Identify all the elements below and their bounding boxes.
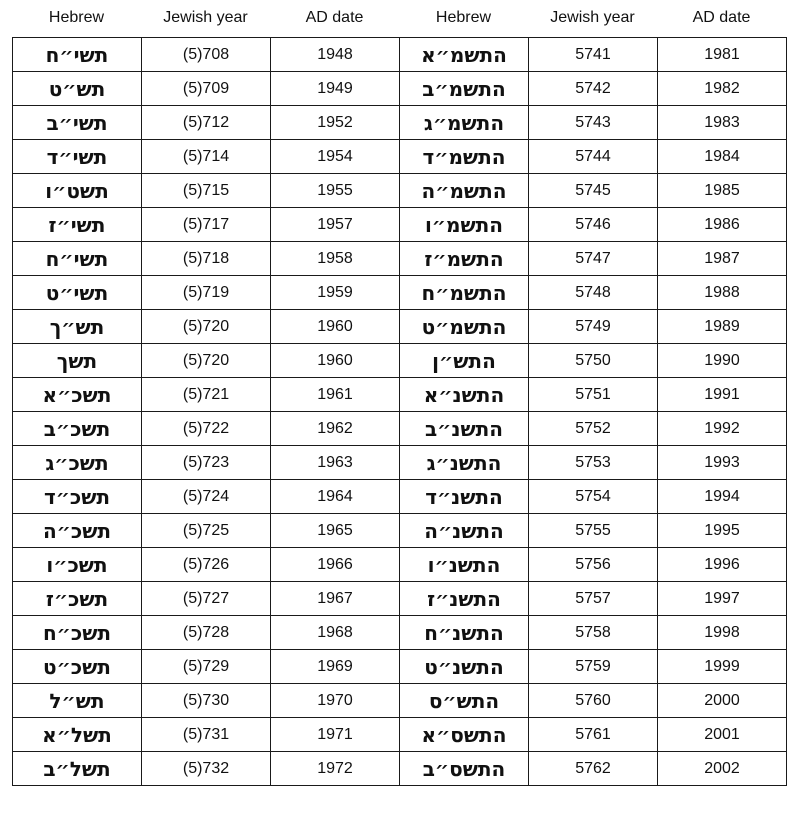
hebrew-cell: התשמ״ה xyxy=(400,174,529,208)
header-hebrew: Hebrew xyxy=(435,9,492,26)
ad-date-cell: 1986 xyxy=(658,208,787,242)
ad-date-cell: 1983 xyxy=(658,106,787,140)
ad-date-cell: 1955 xyxy=(271,174,400,208)
hebrew-cell: תשי״ט xyxy=(13,276,142,310)
ad-date-cell: 1958 xyxy=(271,242,400,276)
jewish-year-cell: 5746 xyxy=(529,208,658,242)
ad-date-cell: 1963 xyxy=(271,446,400,480)
ad-date-cell: 2000 xyxy=(658,684,787,718)
table-row xyxy=(13,38,787,72)
hebrew-cell: התשמ״ד xyxy=(400,140,529,174)
hebrew-cell: תשי״ח xyxy=(13,242,142,276)
table-row xyxy=(13,106,787,140)
jewish-year-cell: 5751 xyxy=(529,378,658,412)
hebrew-cell: תשט״ו xyxy=(13,174,142,208)
hebrew-cell: התשמ״ו xyxy=(400,208,529,242)
ad-date-cell: 1965 xyxy=(271,514,400,548)
ad-date-cell: 1992 xyxy=(658,412,787,446)
table-row xyxy=(13,412,787,446)
ad-date-cell: 1999 xyxy=(658,650,787,684)
hebrew-cell: תשל״ב xyxy=(13,752,142,786)
hebrew-cell: התשנ״ז xyxy=(400,582,529,616)
hebrew-cell: התשמ״ב xyxy=(400,72,529,106)
ad-date-cell: 1968 xyxy=(271,616,400,650)
jewish-year-cell: 5742 xyxy=(529,72,658,106)
jewish-year-cell: (5)722 xyxy=(142,412,271,446)
jewish-year-cell: (5)728 xyxy=(142,616,271,650)
ad-date-cell: 1994 xyxy=(658,480,787,514)
table-row xyxy=(13,242,787,276)
hebrew-cell: תשכ״ז xyxy=(13,582,142,616)
hebrew-cell: התשס״ב xyxy=(400,752,529,786)
table-row xyxy=(13,650,787,684)
header-jewish-year: Jewish year xyxy=(550,9,635,26)
ad-date-cell: 1967 xyxy=(271,582,400,616)
ad-date-cell: 2001 xyxy=(658,718,787,752)
ad-date-cell: 1952 xyxy=(271,106,400,140)
hebrew-cell: תשכ״ח xyxy=(13,616,142,650)
hebrew-cell: תשל״א xyxy=(13,718,142,752)
table-row xyxy=(13,480,787,514)
table-row xyxy=(13,72,787,106)
jewish-year-cell: (5)732 xyxy=(142,752,271,786)
jewish-year-cell: 5747 xyxy=(529,242,658,276)
ad-date-cell: 1987 xyxy=(658,242,787,276)
jewish-year-cell: 5756 xyxy=(529,548,658,582)
hebrew-cell: תשך xyxy=(13,344,142,378)
jewish-year-cell: 5755 xyxy=(529,514,658,548)
hebrew-cell: התש״ן xyxy=(400,344,529,378)
hebrew-cell: תש״ך xyxy=(13,310,142,344)
hebrew-cell: התשנ״ה xyxy=(400,514,529,548)
table-row xyxy=(13,378,787,412)
ad-date-cell: 1991 xyxy=(658,378,787,412)
header-row xyxy=(12,0,786,36)
hebrew-cell: התש״ס xyxy=(400,684,529,718)
hebrew-cell: תשי״ח xyxy=(13,38,142,72)
table-row xyxy=(13,718,787,752)
hebrew-cell: התשמ״ז xyxy=(400,242,529,276)
jewish-year-cell: 5759 xyxy=(529,650,658,684)
table-row xyxy=(13,514,787,548)
hebrew-cell: התשנ״א xyxy=(400,378,529,412)
jewish-year-cell: (5)709 xyxy=(142,72,271,106)
ad-date-cell: 1962 xyxy=(271,412,400,446)
jewish-year-cell: 5761 xyxy=(529,718,658,752)
jewish-year-cell: (5)708 xyxy=(142,38,271,72)
jewish-year-cell: (5)725 xyxy=(142,514,271,548)
ad-date-cell: 1948 xyxy=(271,38,400,72)
ad-date-cell: 1961 xyxy=(271,378,400,412)
hebrew-cell: התשמ״ח xyxy=(400,276,529,310)
table-row xyxy=(13,548,787,582)
ad-date-cell: 1984 xyxy=(658,140,787,174)
table-row xyxy=(13,208,787,242)
ad-date-cell: 1960 xyxy=(271,344,400,378)
jewish-year-cell: (5)729 xyxy=(142,650,271,684)
hebrew-cell: תשכ״ב xyxy=(13,412,142,446)
ad-date-cell: 1982 xyxy=(658,72,787,106)
jewish-year-cell: (5)714 xyxy=(142,140,271,174)
jewish-year-cell: 5743 xyxy=(529,106,658,140)
header-jewish-year: Jewish year xyxy=(163,9,248,26)
table-row xyxy=(13,752,787,786)
jewish-year-cell: 5745 xyxy=(529,174,658,208)
ad-date-cell: 1969 xyxy=(271,650,400,684)
jewish-year-cell: (5)715 xyxy=(142,174,271,208)
jewish-year-cell: 5750 xyxy=(529,344,658,378)
jewish-year-cell: 5748 xyxy=(529,276,658,310)
header-ad-date: AD date xyxy=(305,9,364,26)
ad-date-cell: 1959 xyxy=(271,276,400,310)
jewish-year-cell: (5)721 xyxy=(142,378,271,412)
hebrew-cell: תשכ״ד xyxy=(13,480,142,514)
jewish-year-cell: 5760 xyxy=(529,684,658,718)
table-row xyxy=(13,446,787,480)
hebrew-cell: התשמ״ג xyxy=(400,106,529,140)
ad-date-cell: 1998 xyxy=(658,616,787,650)
jewish-year-cell: (5)712 xyxy=(142,106,271,140)
jewish-year-cell: (5)717 xyxy=(142,208,271,242)
hebrew-cell: תשכ״ג xyxy=(13,446,142,480)
hebrew-cell: תשכ״א xyxy=(13,378,142,412)
ad-date-cell: 1960 xyxy=(271,310,400,344)
table-row xyxy=(13,310,787,344)
jewish-year-cell: (5)730 xyxy=(142,684,271,718)
hebrew-cell: תשי״ב xyxy=(13,106,142,140)
jewish-year-cell: (5)720 xyxy=(142,344,271,378)
jewish-year-cell: (5)720 xyxy=(142,310,271,344)
table-row xyxy=(13,174,787,208)
hebrew-cell: התשנ״ד xyxy=(400,480,529,514)
ad-date-cell: 1995 xyxy=(658,514,787,548)
ad-date-cell: 2002 xyxy=(658,752,787,786)
jewish-year-cell: 5741 xyxy=(529,38,658,72)
jewish-year-cell: (5)719 xyxy=(142,276,271,310)
table-row xyxy=(13,582,787,616)
year-table xyxy=(12,37,787,786)
jewish-year-cell: 5762 xyxy=(529,752,658,786)
hebrew-cell: תש״ט xyxy=(13,72,142,106)
jewish-year-cell: (5)724 xyxy=(142,480,271,514)
header-hebrew: Hebrew xyxy=(48,9,105,26)
jewish-year-cell: 5757 xyxy=(529,582,658,616)
jewish-year-cell: (5)723 xyxy=(142,446,271,480)
table-row xyxy=(13,616,787,650)
ad-date-cell: 1972 xyxy=(271,752,400,786)
jewish-year-cell: 5758 xyxy=(529,616,658,650)
ad-date-cell: 1957 xyxy=(271,208,400,242)
ad-date-cell: 1954 xyxy=(271,140,400,174)
hebrew-cell: תש״ל xyxy=(13,684,142,718)
ad-date-cell: 1997 xyxy=(658,582,787,616)
ad-date-cell: 1971 xyxy=(271,718,400,752)
jewish-year-cell: (5)718 xyxy=(142,242,271,276)
hebrew-cell: התשמ״ט xyxy=(400,310,529,344)
hebrew-cell: התשס״א xyxy=(400,718,529,752)
hebrew-cell: התשנ״ט xyxy=(400,650,529,684)
ad-date-cell: 1964 xyxy=(271,480,400,514)
year-table-body xyxy=(13,38,787,786)
hebrew-cell: התשמ״א xyxy=(400,38,529,72)
hebrew-cell: תשכ״ה xyxy=(13,514,142,548)
table-row xyxy=(13,684,787,718)
ad-date-cell: 1988 xyxy=(658,276,787,310)
jewish-year-cell: 5752 xyxy=(529,412,658,446)
jewish-year-cell: 5753 xyxy=(529,446,658,480)
jewish-year-cell: 5754 xyxy=(529,480,658,514)
ad-date-cell: 1989 xyxy=(658,310,787,344)
ad-date-cell: 1966 xyxy=(271,548,400,582)
hebrew-cell: תשי״ז xyxy=(13,208,142,242)
hebrew-cell: התשנ״ג xyxy=(400,446,529,480)
hebrew-cell: תשכ״ו xyxy=(13,548,142,582)
ad-date-cell: 1996 xyxy=(658,548,787,582)
jewish-year-cell: (5)727 xyxy=(142,582,271,616)
header-ad-date: AD date xyxy=(692,9,751,26)
hebrew-cell: התשנ״ו xyxy=(400,548,529,582)
table-row xyxy=(13,140,787,174)
ad-date-cell: 1970 xyxy=(271,684,400,718)
jewish-year-cell: (5)726 xyxy=(142,548,271,582)
ad-date-cell: 1949 xyxy=(271,72,400,106)
hebrew-cell: תשכ״ט xyxy=(13,650,142,684)
ad-date-cell: 1985 xyxy=(658,174,787,208)
jewish-year-cell: (5)731 xyxy=(142,718,271,752)
jewish-year-cell: 5744 xyxy=(529,140,658,174)
ad-date-cell: 1981 xyxy=(658,38,787,72)
table-row xyxy=(13,276,787,310)
ad-date-cell: 1990 xyxy=(658,344,787,378)
jewish-year-cell: 5749 xyxy=(529,310,658,344)
hebrew-cell: תשי״ד xyxy=(13,140,142,174)
hebrew-cell: התשנ״ח xyxy=(400,616,529,650)
hebrew-cell: התשנ״ב xyxy=(400,412,529,446)
table-row xyxy=(13,344,787,378)
ad-date-cell: 1993 xyxy=(658,446,787,480)
